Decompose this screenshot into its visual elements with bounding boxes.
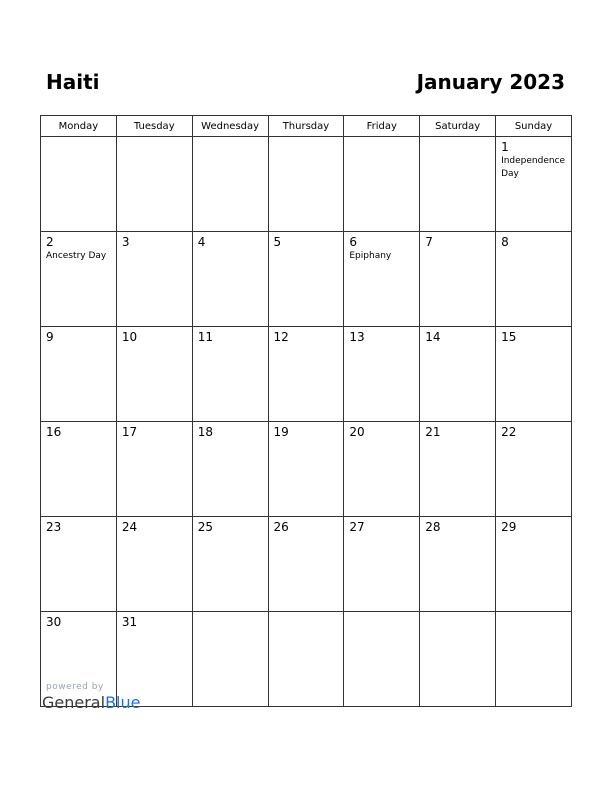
day-cell bbox=[116, 327, 192, 422]
day-number: 7 bbox=[425, 235, 433, 249]
day-number: 1 bbox=[501, 140, 509, 154]
holiday-label: Ancestry Day bbox=[46, 251, 107, 261]
powered-by-text: powered by bbox=[46, 682, 104, 692]
day-cell bbox=[344, 612, 420, 707]
day-cell bbox=[344, 422, 420, 517]
day-cell bbox=[116, 137, 192, 232]
weekday-monday: Monday bbox=[41, 116, 117, 137]
day-cell bbox=[41, 422, 117, 517]
day-number: 30 bbox=[46, 615, 62, 629]
day-number: 10 bbox=[121, 330, 138, 344]
weekday-header-row bbox=[41, 116, 572, 137]
day-number: 25 bbox=[197, 520, 213, 534]
day-number: 18 bbox=[197, 425, 213, 439]
holiday-label: Epiphany bbox=[349, 251, 392, 261]
day-cell bbox=[41, 232, 117, 327]
day-number: 4 bbox=[197, 235, 206, 249]
week-row bbox=[41, 327, 572, 422]
day-cell bbox=[192, 612, 268, 707]
day-cell bbox=[344, 327, 420, 422]
calendar-body bbox=[41, 137, 572, 707]
day-cell bbox=[344, 517, 420, 612]
day-number: 20 bbox=[349, 425, 365, 439]
day-number: 13 bbox=[349, 330, 365, 344]
day-cell bbox=[420, 612, 496, 707]
day-cell bbox=[41, 517, 117, 612]
brand-blue-text: Blue bbox=[105, 693, 141, 712]
day-cell bbox=[192, 422, 268, 517]
weekday-thursday: Thursday bbox=[268, 116, 344, 137]
day-number: 16 bbox=[46, 425, 62, 439]
month-year-title: January 2023 bbox=[416, 70, 565, 94]
day-cell bbox=[496, 612, 572, 707]
day-cell bbox=[268, 422, 344, 517]
holiday-label: Independence Day bbox=[501, 156, 566, 179]
day-cell bbox=[344, 232, 420, 327]
day-cell bbox=[420, 327, 496, 422]
day-cell bbox=[420, 517, 496, 612]
week-row bbox=[41, 232, 572, 327]
day-cell bbox=[496, 517, 572, 612]
day-number: 21 bbox=[425, 425, 441, 439]
day-number: 2 bbox=[46, 235, 54, 249]
day-cell bbox=[420, 137, 496, 232]
day-cell bbox=[192, 327, 268, 422]
day-number: 27 bbox=[349, 520, 365, 534]
day-number: 12 bbox=[273, 330, 289, 344]
weekday-sunday: Sunday bbox=[496, 116, 572, 137]
generalblue-logo[interactable] bbox=[42, 693, 140, 712]
weekday-friday: Friday bbox=[344, 116, 420, 137]
day-cell bbox=[192, 137, 268, 232]
day-number: 5 bbox=[273, 235, 282, 249]
day-number: 26 bbox=[273, 520, 289, 534]
day-cell bbox=[268, 232, 344, 327]
day-number: 15 bbox=[501, 330, 517, 344]
day-cell bbox=[268, 517, 344, 612]
country-title: Haiti bbox=[46, 70, 100, 94]
weekday-saturday: Saturday bbox=[420, 116, 496, 137]
day-cell bbox=[420, 422, 496, 517]
week-row bbox=[41, 422, 572, 517]
day-cell bbox=[192, 517, 268, 612]
day-cell bbox=[268, 327, 344, 422]
day-number: 17 bbox=[121, 425, 138, 439]
day-number: 14 bbox=[425, 330, 441, 344]
day-number: 19 bbox=[273, 425, 289, 439]
day-number: 9 bbox=[46, 330, 54, 344]
day-number: 11 bbox=[197, 330, 213, 344]
day-cell bbox=[192, 232, 268, 327]
weekday-tuesday: Tuesday bbox=[116, 116, 192, 137]
day-cell bbox=[116, 422, 192, 517]
day-cell bbox=[116, 232, 192, 327]
day-cell bbox=[496, 327, 572, 422]
day-cell bbox=[268, 137, 344, 232]
day-cell bbox=[41, 137, 117, 232]
day-number: 23 bbox=[46, 520, 62, 534]
day-cell bbox=[496, 137, 572, 232]
day-cell bbox=[496, 422, 572, 517]
day-number: 8 bbox=[501, 235, 509, 249]
day-number: 28 bbox=[425, 520, 441, 534]
day-cell bbox=[41, 327, 117, 422]
week-row bbox=[41, 517, 572, 612]
calendar-grid bbox=[40, 115, 572, 707]
day-number: 29 bbox=[501, 520, 517, 534]
day-number: 24 bbox=[121, 520, 138, 534]
day-cell bbox=[116, 517, 192, 612]
day-number: 3 bbox=[121, 235, 130, 249]
day-number: 31 bbox=[121, 615, 138, 629]
day-number: 22 bbox=[501, 425, 517, 439]
week-row bbox=[41, 137, 572, 232]
day-number: 6 bbox=[349, 235, 358, 249]
weekday-wednesday: Wednesday bbox=[192, 116, 268, 137]
day-cell bbox=[496, 232, 572, 327]
brand-general-text: General bbox=[42, 693, 106, 712]
day-cell bbox=[268, 612, 344, 707]
day-cell bbox=[344, 137, 420, 232]
day-cell bbox=[420, 232, 496, 327]
